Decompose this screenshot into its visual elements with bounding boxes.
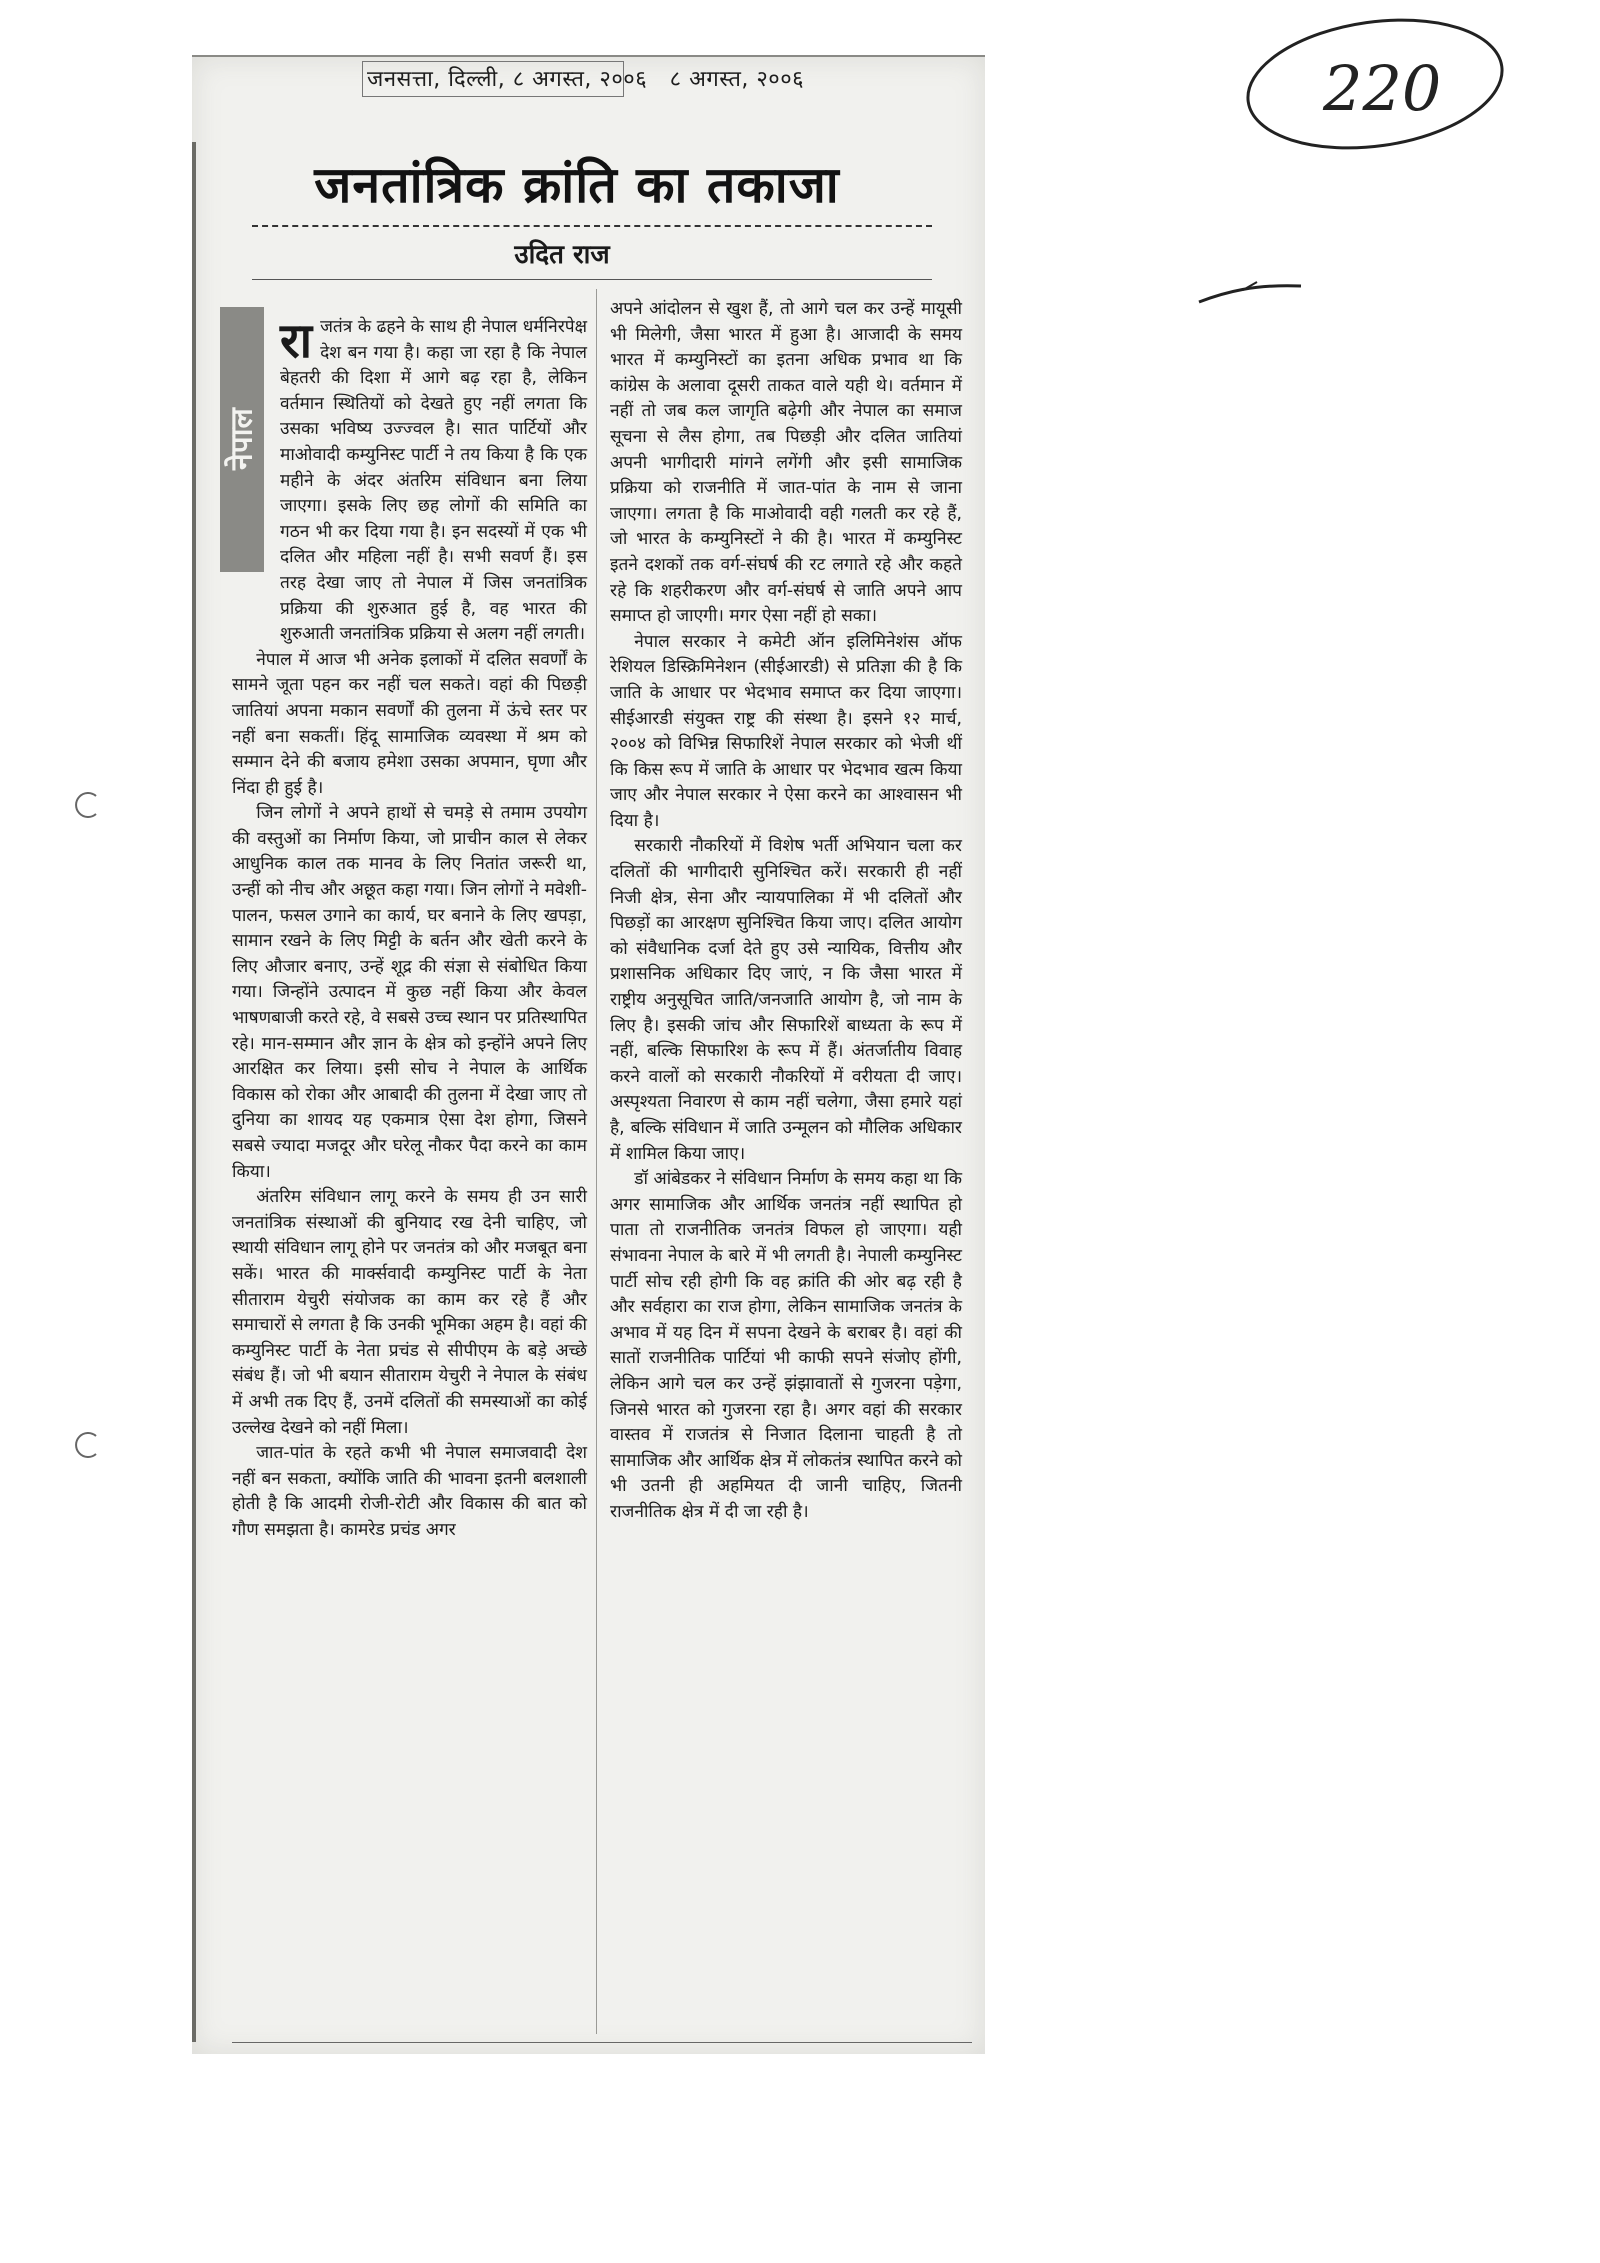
byline-rule [252,279,932,280]
bottom-rule [232,2042,972,2043]
paragraph: जिन लोगों ने अपने हाथों से चमड़े से तमाम उपयोग की वस्तुओं का निर्माण किया, जो प्राचीन काल से लेकर आधुनिक काल तक मानव के लिए नितांत जरूरी था, उन्हीं को नीच और अछूत कहा गया। जिन लोगों ने मवेशी-पालन, फसल उगाने का कार्य, घर बनाने के लिए खपड़ा, सामान रखने के लिए मिट्टी के बर्तन और खेती करने के लिए औजार बनाए, उन्हें शूद्र की संज्ञा से संबोधित किया गया। जिन्होंने उत्पादन में कुछ नहीं किया और केवल भाषणबाजी करते रहे, वे सबसे उच्च स्थान पर प्रतिस्थापित रहे। मान-सम्मान और ज्ञान के क्षेत्र को इन्होंने अपने लिए आरक्षित कर लिया। इसी सोच ने नेपाल के आर्थिक विकास को रोका और आबादी की तुलना में देखा जाए तो दुनिया का शायद यह एकमात्र ऐसा देश होगा, जिसने सबसे ज्यादा मजदूर और घरेलू नौकर पैदा करने का काम किया। [232,803,587,1182]
byline: उदित राज [514,240,610,270]
handwritten-page-number [1235,12,1510,157]
paragraph: नेपाल सरकार ने कमेटी ऑन इलिमिनेशंस ऑफ रेशियल डिस्क्रिमिनेशन (सीईआरडी) से प्रतिज्ञा की है कि जाति के आधार पर भेदभाव समाप्त कर दिया जाएगा। सीईआरडी संयुक्त राष्ट्र की संस्था है। इसने १२ मार्च, २००४ को विभिन्न सिफारिशें नेपाल सरकार को भेजी थीं कि किस रूप में जाति के आधार पर भेदभाव खत्म किया जाए और नेपाल सरकार ने ऐसा करने का आश्वासन भी दिया है। [610,631,962,831]
column-divider [596,289,597,2034]
clipping-edge [192,142,196,2042]
punch-hole-icon [70,1430,100,1460]
paragraph [232,315,587,648]
headline: जनतांत्रिक क्रांति का तकाजा [314,156,840,214]
pen-stroke [1195,270,1305,310]
paragraph-text: जतंत्र के ढहने के साथ ही नेपाल धर्मनिरपेक्ष देश बन गया है। कहा जा रहा है कि नेपाल बेहतरी की दिशा में आगे बढ़ रहा है, लेकिन वर्तमान स्थितियों को देखते हुए नहीं लगता कि उसका भविष्य उज्ज्वल है। सात पार्टियों और माओवादी कम्युनिस्ट पार्टी ने तय किया है कि एक महीने के अंदर अंतरिम संविधान बना लिया जाएगा। इसके लिए छह लोगों की समिति का गठन भी कर दिया गया है। इन सदस्यों में एक भी दलित और महिला नहीं है। सभी सवर्ण हैं। इस तरह देखा जाए तो नेपाल में जिस जनतांत्रिक प्रक्रिया की शुरुआत हुई है, वह भारत की शुरुआती जनतांत्रिक प्रक्रिया से अलग नहीं लगती। [280,317,587,645]
paragraph: जात-पांत के रहते कभी भी नेपाल समाजवादी देश नहीं बन सकता, क्योंकि जाति की भावना इतनी बलशाली होती है कि आदमी रोजी-रोटी और विकास की बात को गौण समझता है। कामरेड प्रचंड अगर [232,1443,587,1540]
source-dateline: जनसत्ता, दिल्ली, ८ अगस्त, २००६ ८ अगस्त, २००६ [367,67,805,92]
article-column-2 [610,297,962,1526]
paragraph: डॉ आंबेडकर ने संविधान निर्माण के समय कहा था कि अगर सामाजिक और आर्थिक जनतंत्र नहीं स्थापित हो पाता तो राजनीतिक जनतंत्र विफल हो जाएगा। यही संभावना नेपाल के बारे में भी लगती है। नेपाली कम्युनिस्ट पार्टी सोच रही होगी कि वह क्रांति की ओर बढ़ रही है और सर्वहारा का राज होगा, लेकिन सामाजिक जनतंत्र के अभाव में यह दिन में सपना देखने के बराबर है। वहां की सातों राजनीतिक पार्टियां भी काफी सपने संजोए होंगी, लेकिन आगे चल कर उन्हें झंझावातों से गुजरना पड़ेगा, जिनसे भारत को गुजरना रहा है। अगर वहां की सरकार वास्तव में राजतंत्र से निजात दिलाना चाहती है तो सामाजिक और आर्थिक क्षेत्र में लोकतंत्र स्थापित करने को भी उतनी ही अहमियत दी जानी चाहिए, जितनी राजनीतिक क्षेत्र में दी जा रही है। [610,1169,962,1522]
paragraph: नेपाल में आज भी अनेक इलाकों में दलित सवर्णों के सामने जूता पहन कर नहीं चल सकते। वहां की पिछड़ी जातियां अपना मकान सवर्णों की तुलना में ऊंचे स्तर पर नहीं बना सकतीं। हिंदू सामाजिक व्यवस्था में श्रम को सम्मान देने की बजाय हमेशा उसका अपमान, घृणा और निंदा ही हुई है। [232,649,587,798]
section-tag: नेपाल [220,307,264,572]
paragraph: अंतरिम संविधान लागू करने के समय ही उन सारी जनतांत्रिक संस्थाओं की बुनियाद रख देनी चाहिए, जो स्थायी संविधान लागू होने पर जनतंत्र को और मजबूत बना सकें। भारत की मार्क्सवादी कम्युनिस्ट पार्टी के नेता सीताराम येचुरी संयोजक का काम कर रहे हैं और समाचारों से लगता है कि उनकी भूमिका अहम है। वहां की कम्युनिस्ट पार्टी के नेता प्रचंड से सीपीएम के बड़े अच्छे संबंध हैं। जो भी बयान सीताराम येचुरी ने नेपाल के संबंध में अभी तक दिए हैं, उनमें दलितों की समस्याओं का कोई उल्लेख देखने को नहीं मिला। [232,1187,587,1438]
paragraph: अपने आंदोलन से खुश हैं, तो आगे चल कर उन्हें मायूसी भी मिलेगी, जैसा भारत में हुआ है। आजादी के समय भारत में कम्युनिस्टों का इतना अधिक प्रभाव था कि कांग्रेस के अलावा दूसरी ताकत वाले यही थे। वर्तमान में नहीं तो जब कल जागृति बढ़ेगी और नेपाल का समाज सूचना से लैस होगा, तब पिछड़ी और दलित जातियां अपनी भागीदारी मांगने लगेंगी और इसी सामाजिक प्रक्रिया को राजनीति में जात-पांत के नाम से जाना जाएगा। लगता है कि माओवादी वही गलती कर रहे हैं, जो भारत के कम्युनिस्टों ने की है। भारत में कम्युनिस्ट इतने दशकों तक वर्ग-संघर्ष की रट लगाते रहे और कहते रहे कि शहरीकरण और वर्ग-संघर्ष से जाति अपने आप समाप्त हो जाएगी। मगर ऐसा नहीं हो सका। [610,299,962,627]
punch-hole-icon [70,790,100,820]
paragraph: सरकारी नौकरियों में विशेष भर्ती अभियान चला कर दलितों की भागीदारी सुनिश्चित करें। सरकारी ही नहीं निजी क्षेत्र, सेना और न्यायपालिका में भी दलितों और पिछड़ों का आरक्षण सुनिश्चित किया जाए। दलित आयोग को संवैधानिक दर्जा देते हुए उसे न्यायिक, वित्तीय और प्रशासनिक अधिकार दिए जाएं, न कि जैसा भारत में राष्ट्रीय अनुसूचित जाति/जनजाति आयोग है, जो नाम के लिए है। इसकी जांच और सिफारिशें बाध्यता के रूप में नहीं, बल्कि सिफारिश के रूप में हैं। अंतर्जातीय विवाह करने वालों को सरकारी नौकरियों में वरीयता दी जाए। अस्पृश्यता निवारण से काम नहीं चलेगा, जैसा हमारे यहां है, बल्कि संविधान में जाति उन्मूलन को मौलिक अधिकार में शामिल किया जाए। [610,836,962,1164]
headline-rule [252,225,932,227]
page-number-text: 220 [1323,52,1442,125]
newspaper-clipping [192,55,985,2054]
article-column-1 [232,315,587,1544]
dropcap: रा [280,313,313,369]
